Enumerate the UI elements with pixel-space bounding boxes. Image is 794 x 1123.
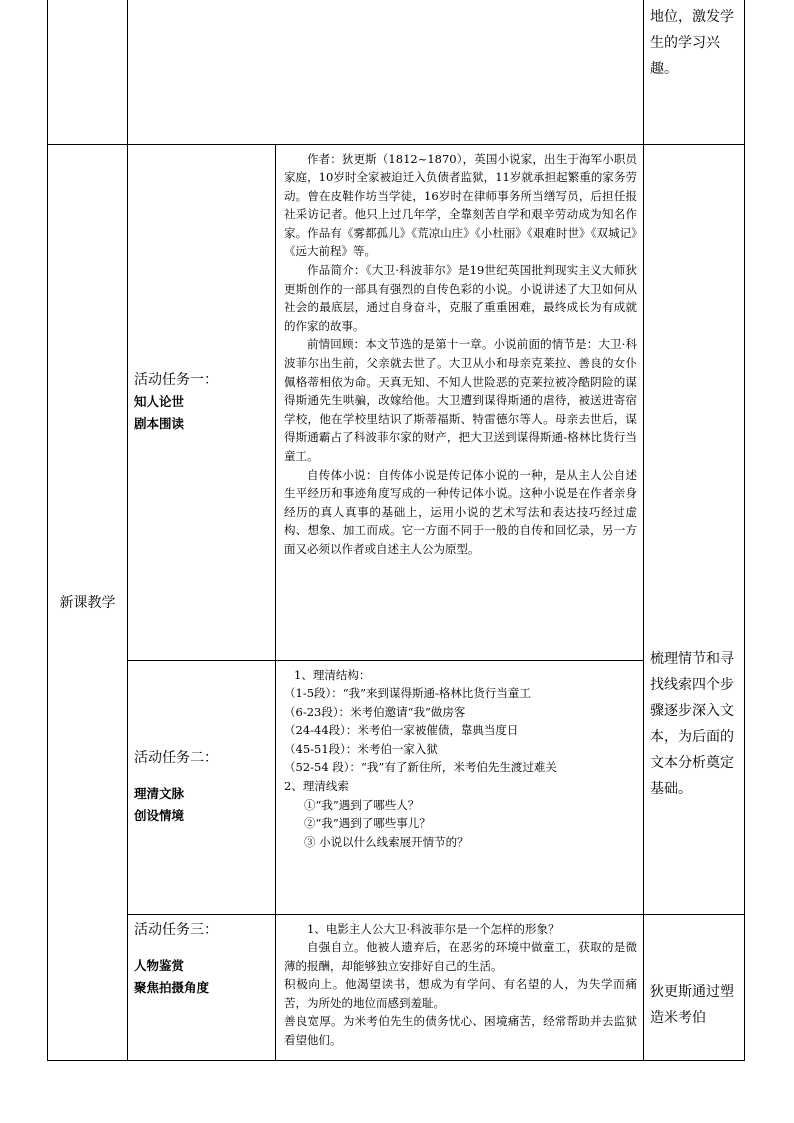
task-3-content	[276, 914, 644, 1060]
clue-question: ②“我”遇到了哪些事儿？	[304, 816, 431, 831]
character-question: 1、电影主人公大卫·科波菲尔是一个怎样的形象？	[307, 921, 560, 936]
goal-cell-3	[644, 914, 745, 1060]
character-trait: 自强自立。他被人遗弃后，在恶劣的环境中做童工，获取的是微薄的报酬，却能够独立安排好自己的生活。	[284, 940, 637, 973]
content-cell-empty	[128, 0, 644, 144]
row-continuation	[48, 0, 745, 144]
author-paragraph: 作者：狄更斯（1812~1870），英国小说家，出生于海军小职员家庭，10岁时全家被迫迁入负债者监狱，11岁就承担起繁重的家务劳动。曾在皮鞋作坊当学徒，16岁时在律师事务所当缮写员，后担任报社采访记者。他只上过几年学，全靠刻苦自学和艰辛劳动成为知名作家。作品有《雾都孤儿》《荒凉山庄》《小杜丽》《艰难时世》《双城记》《远大前程》等。	[284, 151, 637, 259]
task-1-content	[276, 144, 644, 660]
work-intro-paragraph: 作品简介：《大卫·科波菲尔》是19世纪英国批判现实主义大师狄更斯创作的一部具有强烈的自传色彩的小说。小说讲述了大卫如何从社会的最底层，通过自身奋斗，克服了重重困难，最终成长为有成就的作家的故事。	[284, 263, 637, 333]
autobiography-paragraph: 自传体小说：自传体小说是传记体小说的一种，是从主人公自述生平经历和事迹角度写成的一种传记体小说。这种小说是在作者亲身经历的真人真事的基础上，运用小说的艺术写法和表达技巧经过虚构、想象、加工而成。它一方面不同于一般的自传和回忆录，另一方面又必须以作者或自述主人公为原型。	[284, 467, 637, 556]
goal-text-3: 狄更斯通过塑造米考伯	[650, 983, 734, 1026]
task-1-title: 活动任务一：	[134, 372, 218, 388]
task-1-sub1: 知人论世	[134, 394, 185, 409]
task-2-sub2: 创设情境	[134, 808, 185, 823]
clue-heading: 2、理清线索	[284, 779, 349, 794]
task-1-sub2: 剧本围读	[134, 416, 185, 431]
row-task-2	[48, 660, 745, 914]
task-3-sub2: 聚焦拍摄角度	[134, 979, 210, 995]
goal-text-2: 梳理情节和寻找线索四个步骤逐步深入文本，为后面的文本分析奠定基础。	[650, 650, 734, 797]
clue-question: ③ 小说以什么线索展开情节的？	[304, 834, 469, 849]
task-3-title: 活动任务三：	[134, 921, 218, 938]
structure-item: （52-54 段）：“我”有了新住所，米考伯先生渡过难关	[284, 760, 557, 775]
goal-text-top: 地位，激发学生的学习兴趣。	[650, 9, 734, 77]
stage-label: 新课教学	[59, 595, 116, 611]
clue-question: ①“我”遇到了哪些人？	[304, 797, 420, 812]
structure-item: （6-23段）：米考伯邀请“我”做房客	[284, 704, 466, 719]
stage-cell	[48, 144, 128, 1060]
task-2-content	[276, 660, 644, 914]
structure-heading: 1、理清结构：	[294, 667, 371, 682]
structure-item: （45-51段）：米考伯一家入狱	[284, 741, 438, 756]
character-trait: 善良宽厚。为米考伯先生的债务忧心、困境痛苦，经常帮助并去监狱看望他们。	[284, 1014, 637, 1048]
task-3-cell	[128, 914, 276, 1060]
stage-cell-empty	[48, 0, 128, 144]
structure-item: （24-44段）：米考伯一家被催债，靠典当度日	[284, 723, 519, 738]
task-2-title: 活动任务二：	[134, 750, 218, 766]
goal-cell-top	[644, 0, 745, 144]
lesson-plan-table	[47, 0, 745, 1061]
character-trait: 积极向上。他渴望读书，想成为有学问、有名望的人，为失学而痛苦，为所处的地位而感到羞耻。	[284, 977, 637, 1010]
task-3-sub1: 人物鉴赏	[134, 957, 185, 973]
structure-item: （1-5段）：“我”来到谋得斯通-格林比货行当童工	[284, 686, 531, 701]
task-2-sub1: 理清文脉	[134, 786, 185, 801]
task-1-cell	[128, 144, 276, 660]
row-task-3	[48, 914, 745, 1060]
row-task-1	[48, 144, 745, 660]
plot-review-paragraph: 前情回顾：本文节选的是第十一章。小说前面的情节是：大卫·科波菲尔出生前，父亲就去世了。大卫从小和母亲克莱拉、善良的女仆佩格蒂相依为命。天真无知、不知人世险恶的克莱拉被冷酷阴险的谋得斯通先生哄骗，改嫁给他。大卫遭到谋得斯通的虐待，被送进寄宿学校，他在学校里结识了斯蒂福斯、特雷德尔等人。母亲去世后，谋得斯通霸占了科波菲尔家的财产，把大卫送到谋得斯通-格林比货行当童工。	[284, 337, 637, 463]
task-2-cell	[128, 660, 276, 914]
goal-cell-2	[644, 144, 745, 914]
